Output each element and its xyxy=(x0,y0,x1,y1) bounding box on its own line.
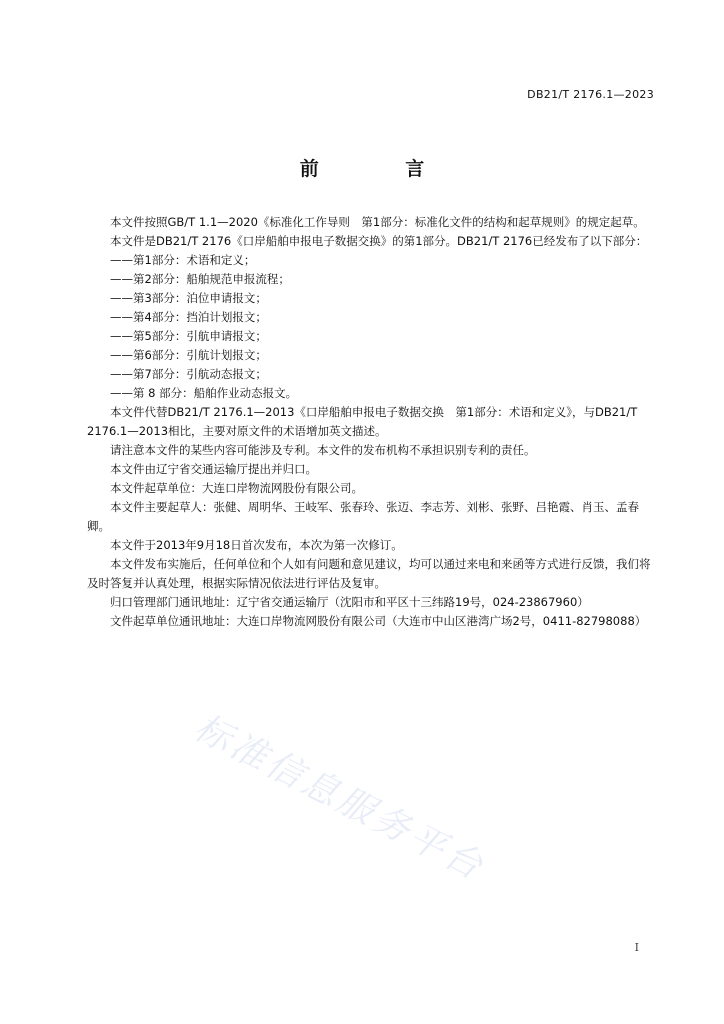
paragraph-drafting-unit: 本文件起草单位：大连口岸物流网股份有限公司。 xyxy=(110,481,363,495)
paragraph-feedback: 本文件发布实施后，任何单位和个人如有问题和意见建议，均可以通过来电和来函等方式进行反馈，我们将及时答复并认真处理，根据实际情况依法进行评估及复审。 xyxy=(87,557,651,590)
paragraph-admin-address: 归口管理部门通讯地址：辽宁省交通运输厅（沈阳市和平区十三纬路19号，024-23867960） xyxy=(110,595,589,609)
page-number: I xyxy=(634,941,639,954)
page-title: 前 言 xyxy=(299,158,465,180)
list-item-part: ——第 8 部分：船舶作业动态报文。 xyxy=(110,386,298,400)
paragraph-series-intro: 本文件是DB21/T 2176《口岸船舶申报电子数据交换》的第1部分。DB21/T 2176已经发布了以下部分： xyxy=(110,234,648,248)
paragraph-patent-notice: 请注意本文件的某些内容可能涉及专利。本文件的发布机构不承担识别专利的责任。 xyxy=(110,443,536,457)
paragraph-replaces: 本文件代替DB21/T 2176.1—2013《口岸船舶申报电子数据交换 第1部分：术语和定义》，与DB21/T 2176.1—2013相比，主要对原文件的术语增加英文描述。 xyxy=(87,405,638,438)
watermark: 标准信息服务平台 xyxy=(187,707,492,889)
list-item-part: ——第3部分：泊位申请报文； xyxy=(110,291,267,305)
list-item-part: ——第2部分：船舶规范申报流程； xyxy=(110,272,290,286)
foreword-body xyxy=(87,213,659,631)
standard-code: DB21/T 2176.1—2023 xyxy=(527,88,654,101)
paragraph-proposer: 本文件由辽宁省交通运输厅提出并归口。 xyxy=(110,462,317,476)
list-item-part: ——第1部分：术语和定义； xyxy=(110,253,256,267)
paragraph-drafters: 本文件主要起草人：张健、周明华、王岐军、张春玲、张迈、李志芳、刘彬、张野、吕艳霞、肖玉、孟春卿。 xyxy=(87,500,639,533)
list-item-part: ——第6部分：引航计划报文； xyxy=(110,348,267,362)
paragraph-drafter-address: 文件起草单位通讯地址：大连口岸物流网股份有限公司（大连市中山区港湾广场2号，0411-82798088） xyxy=(110,614,647,628)
list-item-part: ——第7部分：引航动态报文； xyxy=(110,367,267,381)
list-item-part: ——第4部分：挡泊计划报文； xyxy=(110,310,267,324)
list-item-part: ——第5部分：引航申请报文； xyxy=(110,329,267,343)
paragraph-first-release: 本文件于2013年9月18日首次发布，本次为第一次修订。 xyxy=(110,538,403,552)
paragraph-drafting-rules: 本文件按照GB/T 1.1—2020《标准化工作导则 第1部分：标准化文件的结构和起草规则》的规定起草。 xyxy=(110,215,645,229)
